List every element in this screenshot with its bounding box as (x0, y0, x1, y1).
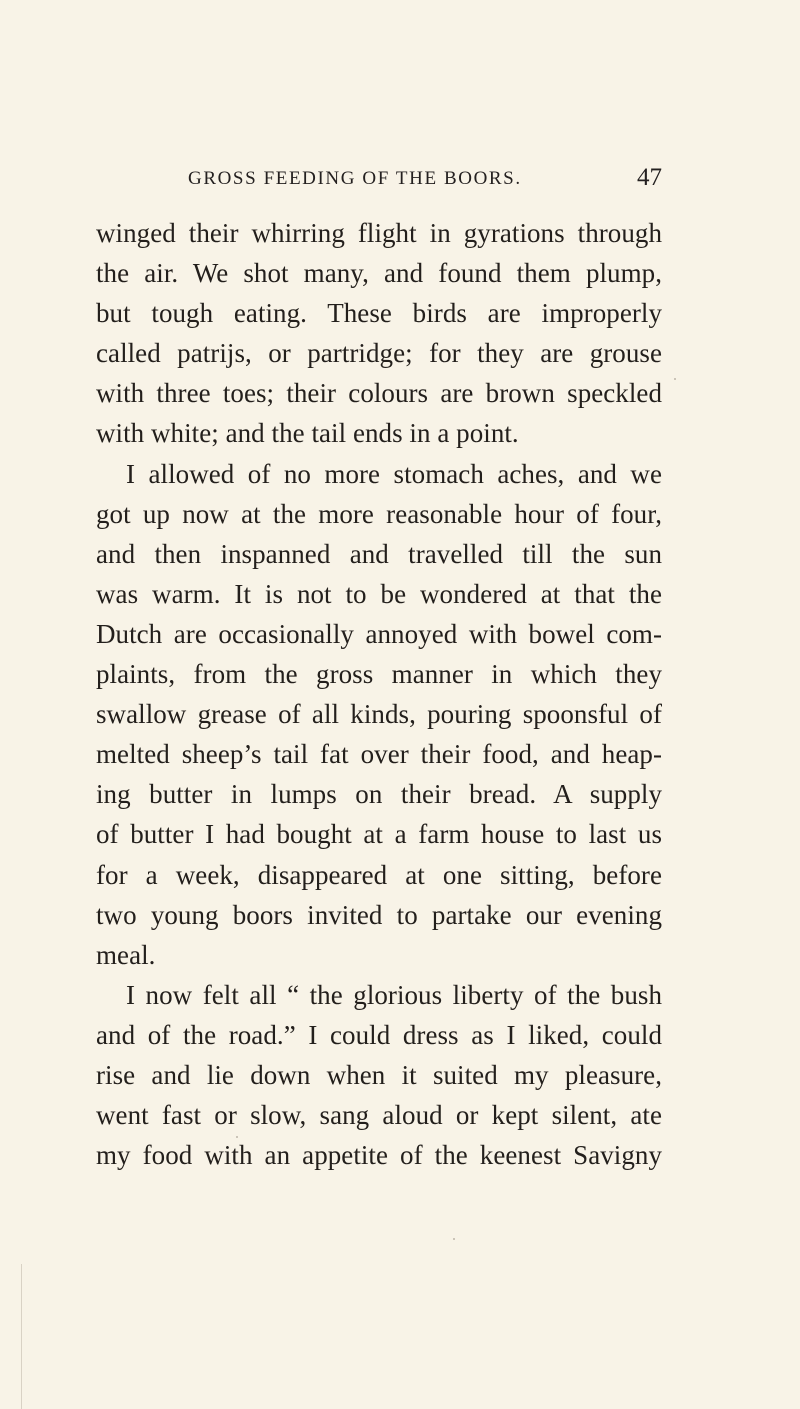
text-line: got up now at the more reasonable hour of four, (96, 498, 662, 529)
text-line: the air. We shot many, and found them plump, (96, 258, 662, 289)
text-line: plaints, from the gross manner in which they (96, 659, 662, 690)
body-text (96, 213, 662, 1175)
paragraph-first-line: I allowed of no more stomach aches, and we (126, 458, 662, 489)
text-line: swallow grease of all kinds, pouring spoonsful of (96, 699, 662, 730)
text-line: but tough eating. These birds are improperly (96, 298, 662, 329)
text-line: melted sheep’s tail fat over their food, and heap- (96, 739, 662, 770)
paper-speck (453, 1238, 455, 1240)
text-line: my food with an appetite of the keenest Savigny (96, 1140, 662, 1171)
text-line: ing butter in lumps on their bread. A supply (96, 779, 662, 810)
paragraph-first-line: I now felt all “ the glorious liberty of the bush (126, 979, 662, 1010)
text-line: winged their whirring flight in gyrations through (96, 218, 662, 248)
paper-speck (674, 378, 676, 380)
text-line: went fast or slow, sang aloud or kept silent, ate (96, 1100, 662, 1131)
text-line: of butter I had bought at a farm house to last us (96, 819, 662, 850)
text-line: Dutch are occasionally annoyed with bowel com- (96, 618, 662, 649)
paper-speck (236, 1136, 238, 1138)
running-title: GROSS FEEDING OF THE BOORS. (188, 168, 522, 189)
page-edge-mark (21, 1264, 22, 1409)
text-line: and of the road.” I could dress as I liked, could (96, 1019, 662, 1050)
text-line: was warm. It is not to be wondered at that the (96, 578, 662, 609)
text-line: with three toes; their colours are brown speckled (96, 378, 662, 409)
page-number: 47 (637, 164, 662, 191)
text-line: rise and lie down when it suited my pleasure, (96, 1059, 662, 1090)
text-line: for a week, disappeared at one sitting, before (96, 859, 662, 890)
text-line: and then inspanned and travelled till the sun (96, 538, 662, 569)
running-head (188, 163, 662, 195)
text-line: with white; and the tail ends in a point. (96, 418, 519, 449)
text-line: meal. (96, 939, 156, 970)
text-line: two young boors invited to partake our evening (96, 899, 662, 930)
text-line: called patrijs, or partridge; for they are grouse (96, 338, 662, 369)
